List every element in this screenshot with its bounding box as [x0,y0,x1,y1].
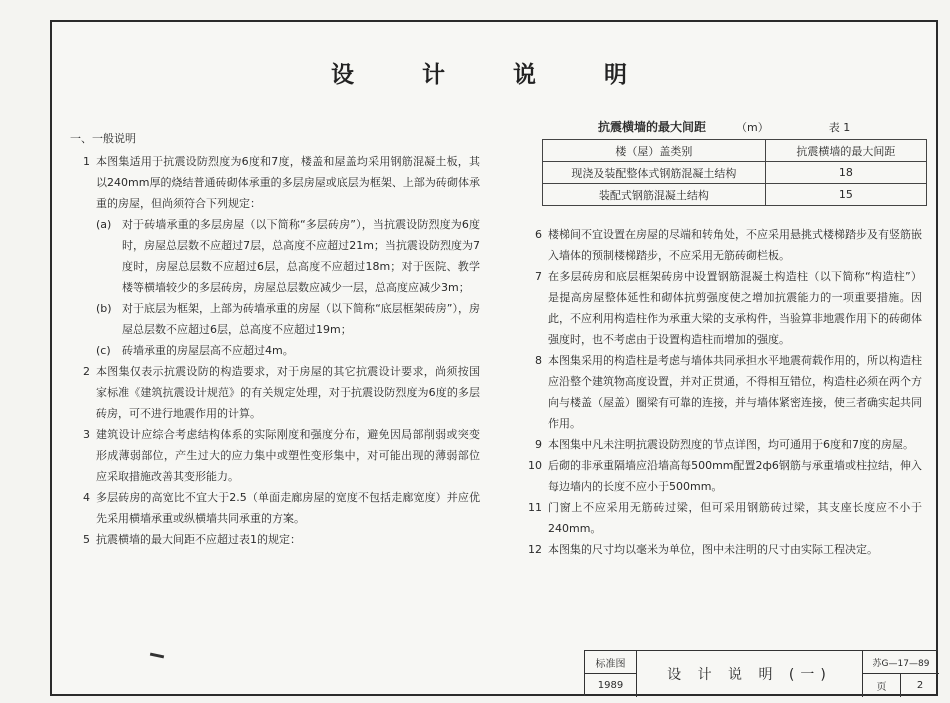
spacing-table [542,139,927,206]
table-row [543,162,927,184]
table-unit: （m） [736,121,769,134]
note-subitem-a: (a) 对于砖墙承重的多层房屋（以下简称“多层砖房”），当抗震设防烈度为6度时，房屋总层数不应超过7层，总高度不应超过21m；当抗震设防烈度为7度时，房屋总层数不应超过6层，总高度不应超过18m；对于医院、教学楼等横墙较少的多层砖房，房屋总层数应减少一层，总高度应减少3m； [96,218,480,294]
year-value: 1989 [585,674,637,697]
table-cell: 15 [765,184,926,206]
table-title: 抗震横墙的最大间距 （m） 表 1 [598,120,851,134]
note-item-3: 3 建筑设计应综合考虑结构体系的实际刚度和强度分布，避免因局部削弱或突变形成薄弱部位，产生过大的应力集中或塑性变形集中，对可能出现的薄弱部位应采取措施改善其变形能力。 [83,428,480,483]
table-cell: 现浇及装配整体式钢筋混凝土结构 [543,162,766,184]
note-item-11: 11 门窗上不应采用无筋砖过梁，但可采用钢筋砖过梁，其支座长度应不小于240mm。 [528,501,922,535]
table-header: 楼（屋）盖类别 [543,140,766,162]
table-header: 抗震横墙的最大间距 [765,140,926,162]
right-column [522,224,922,560]
note-item-8: 8 本图集采用的构造柱是考虑与墙体共同承担水平地震荷载作用的，所以构造柱应沿整个建筑物高度设置，并对正贯通，不得相互错位，构造柱必须在两个方向与楼盖（屋盖）圈梁有可靠的连接，并与墙体紧密连接，使三者确实起共同作用。 [535,354,922,430]
note-item-2: 2 本图集仅表示抗震设防的构造要求，对于房屋的其它抗震设计要求，尚须按国家标准《建筑抗震设计规范》的有关规定处理，对于抗震设防烈度为6度的多层砖房，可不进行地震作用的计算。 [83,365,480,420]
atlas-code: 苏G—17—89 [863,651,939,674]
note-item-5: 5 抗震横墙的最大间距不应超过表1的规定： [83,533,301,546]
table-1 [542,118,927,206]
note-item-10: 10 后砌的非承重隔墙应沿墙高每500mm配置2ф6钢筋与承重墙或柱拉结，伸入每边墙内的长度不应小于500mm。 [528,459,922,493]
title-block [584,650,938,696]
note-item-4: 4 多层砖房的高宽比不宜大于2.5（单面走廊房屋的宽度不包括走廊宽度）并应优先采用横墙承重或纵横墙共同承重的方案。 [83,491,480,525]
page-label: 页 [863,674,901,697]
note-subitem-c: (c) 砖墙承重的房屋层高不应超过4m。 [96,344,294,357]
note-item-7: 7 在多层砖房和底层框架砖房中设置钢筋混凝土构造柱（以下简称“构造柱”）是提高房屋整体延性和砌体抗剪强度使之增加抗震能力的一项重要措施。因此，不应利用构造柱作为承重大梁的支承构件，当验算非地震作用下的砖砌体强度时，也不考虑由于设置构造柱而增加的强度。 [535,270,922,346]
drawing-name: 设 计 说 明 (一) [637,651,863,697]
table-cell: 18 [765,162,926,184]
page-title: 设 计 说 明 [330,62,658,88]
note-item-1: 1 本图集适用于抗震设防烈度为6度和7度，楼盖和屋盖均采用钢筋混凝土板，其以240mm厚的烧结普通砖砌体承重的多层房屋或底层为框架、上部为砖砌体承重的房屋，但尚须符合下列规定： [83,155,480,210]
page-number: 2 [916,680,924,691]
standard-label: 标准图 [585,651,637,674]
note-subitem-b: (b) 对于底层为框架，上部为砖墙承重的房屋（以下简称“底层框架砖房”），房屋总层数不应超过6层，总高度不应超过19m； [96,302,480,336]
table-header-row [543,140,927,162]
table-cell: 装配式钢筋混凝土结构 [543,184,766,206]
note-item-6: 6 楼梯间不宜设置在房屋的尽端和转角处，不应采用悬挑式楼梯踏步及有竖筋嵌入墙体的预制楼梯踏步，不应采用无筋砖砌栏板。 [535,228,922,262]
note-item-12: 12 本图集的尺寸均以毫米为单位，图中未注明的尺寸由实际工程决定。 [528,543,878,556]
section-heading: 一、一般说明 [70,132,136,145]
drawing-sheet [50,20,938,696]
left-column [70,128,480,550]
scan-mark [150,653,164,659]
table-number: 表 1 [828,121,851,134]
table-row [543,184,927,206]
note-item-9: 9 本图集中凡未注明抗震设防烈度的节点详图，均可通用于6度和7度的房屋。 [535,438,914,451]
